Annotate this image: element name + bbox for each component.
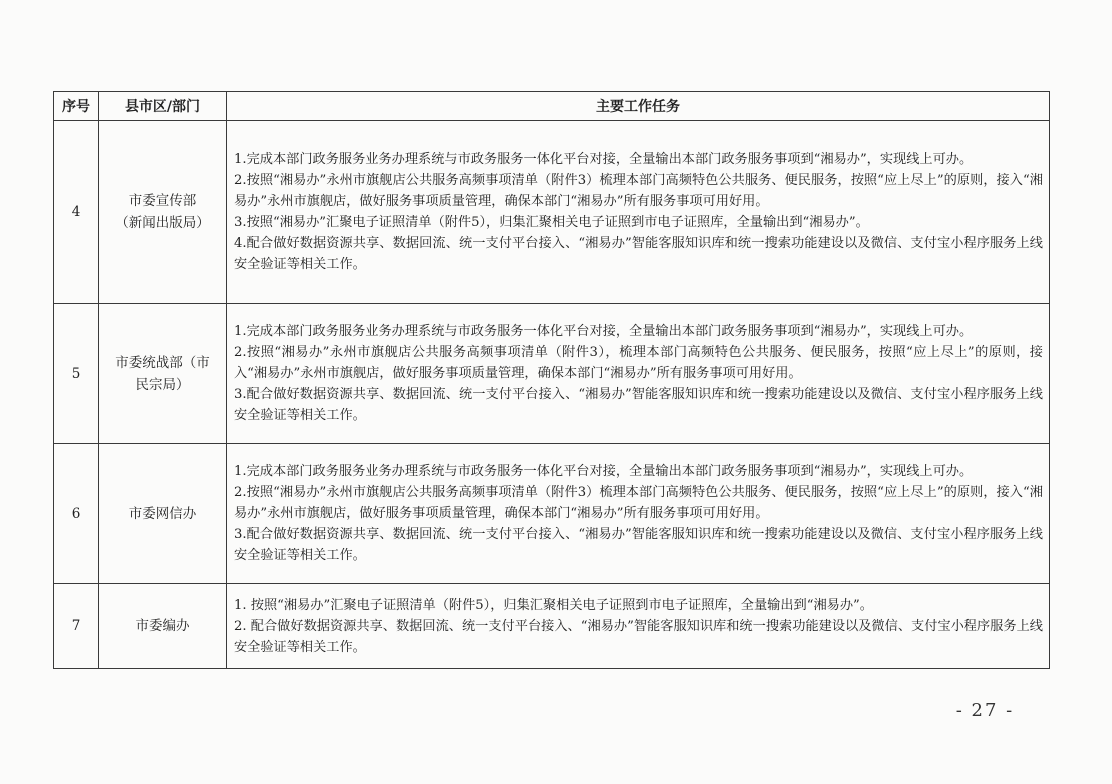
dept-line: 市委宣传部 [128,193,197,209]
task-item: 2.按照“湘易办”永州市旗舰店公共服务高频事项清单（附件3）梳理本部门高频特色公共服务、便民服务，按照“应上尽上”的原则，接入“湘易办”永州市旗舰店，做好服务事项质量管理，确保本部门“湘易办”所有服务事项可用好用。 [234,485,1043,521]
dept-line: 民宗局） [135,376,190,393]
task-item: 1.完成本部门政务服务业务办理系统与市政务服务一体化平台对接，全量输出本部门政务服务事项到“湘易办”，实现线上可办。 [234,152,973,167]
task-item: 3.配合做好数据资源共享、数据回流、统一支付平台接入、“湘易办”智能客服知识库和统一搜索功能建设以及微信、支付宝小程序服务上线安全验证等相关工作。 [234,387,1043,423]
task-item: 3.配合做好数据资源共享、数据回流、统一支付平台接入、“湘易办”智能客服知识库和统一搜索功能建设以及微信、支付宝小程序服务上线安全验证等相关工作。 [234,527,1043,563]
header-no: 序号 [54,92,99,121]
task-item: 2. 配合做好数据资源共享、数据回流、统一支付平台接入、“湘易办”智能客服知识库和统一搜索功能建设以及微信、支付宝小程序服务上线安全验证等相关工作。 [234,618,1043,655]
task-item: 1.完成本部门政务服务业务办理系统与市政务服务一体化平台对接，全量输出本部门政务服务事项到“湘易办”，实现线上可办。 [234,464,973,479]
dept-line: 市委编办 [135,618,190,634]
row-no: 4 [54,121,99,304]
row-tasks [227,304,1050,444]
task-item: 3.按照“湘易办”汇聚电子证照清单（附件5），归集汇聚相关电子证照到市电子证照库，全量输出到“湘易办”。 [234,215,869,230]
task-item: 1.完成本部门政务服务业务办理系统与市政务服务一体化平台对接，全量输出本部门政务服务事项到“湘易办”，实现线上可办。 [234,324,973,339]
row-tasks [227,584,1050,669]
task-item: 4.配合做好数据资源共享、数据回流、统一支付平台接入、“湘易办”智能客服知识库和统一搜索功能建设以及微信、支付宝小程序服务上线安全验证等相关工作。 [234,236,1043,272]
row-no: 7 [54,584,99,669]
row-dept [99,304,227,444]
row-no: 6 [54,444,99,584]
header-dept: 县市区/部门 [99,92,227,121]
table-row [54,584,1050,669]
dept-line: 市委统战部（市 [115,354,210,371]
dept-line: （新闻出版局） [115,215,210,231]
dept-line: 市委网信办 [128,505,197,522]
row-tasks [227,121,1050,304]
table-row [54,304,1050,444]
table-row [54,444,1050,584]
row-no: 5 [54,304,99,444]
row-dept [99,121,227,304]
work-task-table [53,91,1050,669]
table-row [54,121,1050,304]
task-item: 1. 按照“湘易办”汇聚电子证照清单（附件5），归集汇聚相关电子证照到市电子证照库，全量输出到“湘易办”。 [234,597,873,613]
row-dept [99,444,227,584]
header-tasks: 主要工作任务 [227,92,1050,121]
row-dept [99,584,227,669]
task-item: 2.按照“湘易办”永州市旗舰店公共服务高频事项清单（附件3），梳理本部门高频特色公共服务、便民服务，按照“应上尽上”的原则，接入“湘易办”永州市旗舰店，做好服务事项质量管理，确保本部门“湘易办”所有服务事项可用好用。 [234,345,1043,381]
table-header-row [54,92,1050,121]
row-tasks [227,444,1050,584]
page-number: - 27 - [955,700,1015,721]
task-item: 2.按照“湘易办”永州市旗舰店公共服务高频事项清单（附件3）梳理本部门高频特色公共服务、便民服务，按照“应上尽上”的原则，接入“湘易办”永州市旗舰店，做好服务事项质量管理，确保本部门“湘易办”所有服务事项可用好用。 [234,173,1043,209]
